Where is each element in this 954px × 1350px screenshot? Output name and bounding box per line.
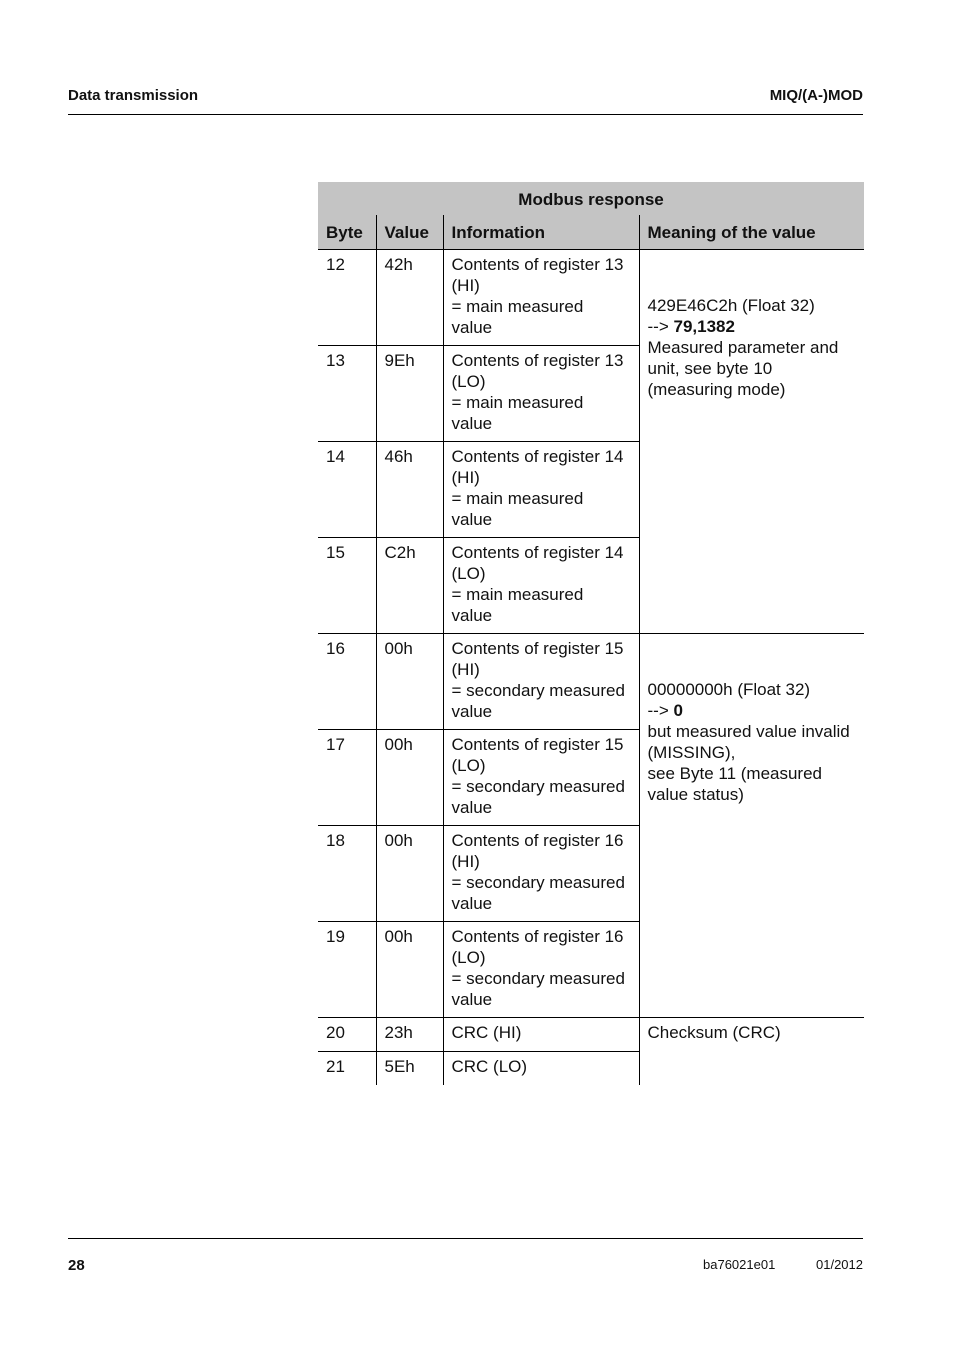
- product-name: MIQ/(A-)MOD: [769, 87, 863, 104]
- information-line: value: [451, 702, 493, 721]
- information-line: (LO): [451, 756, 486, 775]
- table-row: [318, 634, 864, 730]
- information-line: (HI): [451, 660, 480, 679]
- meaning-line: (measuring mode): [647, 380, 786, 399]
- meaning-result-line: [648, 700, 857, 721]
- byte-cell: 14: [318, 442, 376, 538]
- section-title: Data transmission: [68, 87, 199, 104]
- meaning-line: 429E46C2h (Float 32): [647, 296, 815, 315]
- value-cell: 00h: [376, 826, 443, 922]
- column-header-byte: Byte: [318, 215, 376, 250]
- arrow-text: -->: [647, 701, 674, 720]
- page-header: [68, 86, 863, 115]
- byte-cell: 15: [318, 538, 376, 634]
- meaning-cell-secondary-value: [639, 634, 864, 1018]
- information-line: = main measured: [451, 393, 584, 412]
- column-header-information: Information: [443, 215, 639, 250]
- information-line: (HI): [451, 468, 480, 487]
- information-line: = secondary measured: [451, 969, 625, 988]
- meaning-result-line: [648, 316, 857, 337]
- meaning-line: but measured value invalid: [647, 722, 850, 741]
- information-line: (LO): [451, 372, 486, 391]
- meaning-line: see Byte 11 (measured: [647, 764, 822, 783]
- information-line: Contents of register 14: [451, 447, 624, 466]
- information-line: value: [451, 990, 493, 1009]
- information-line: value: [451, 798, 493, 817]
- information-line: value: [451, 894, 493, 913]
- information-line: value: [451, 606, 493, 625]
- meaning-line: 00000000h (Float 32): [647, 680, 811, 699]
- value-cell: C2h: [376, 538, 443, 634]
- modbus-response-table-wrapper: [318, 182, 864, 1085]
- information-cell: [443, 538, 639, 634]
- information-line: Contents of register 16: [451, 927, 624, 946]
- page-footer: [68, 1238, 863, 1279]
- information-line: = secondary measured: [451, 681, 625, 700]
- column-header-value: Value: [376, 215, 443, 250]
- value-cell: 46h: [376, 442, 443, 538]
- information-line: Contents of register 13: [451, 351, 624, 370]
- information-cell: [443, 442, 639, 538]
- byte-cell: 20: [318, 1018, 376, 1052]
- meaning-line: (MISSING),: [647, 743, 736, 762]
- byte-cell: 19: [318, 922, 376, 1018]
- value-cell: 5Eh: [376, 1052, 443, 1086]
- result-value: 0: [673, 701, 683, 720]
- information-line: Contents of register 13: [451, 255, 624, 274]
- information-cell: CRC (LO): [443, 1052, 639, 1086]
- value-cell: 00h: [376, 730, 443, 826]
- information-cell: [443, 346, 639, 442]
- information-line: = main measured: [451, 489, 584, 508]
- information-cell: [443, 922, 639, 1018]
- information-cell: [443, 730, 639, 826]
- information-line: (LO): [451, 564, 486, 583]
- information-line: (HI): [451, 276, 480, 295]
- byte-cell: 17: [318, 730, 376, 826]
- information-line: = secondary measured: [451, 777, 625, 796]
- information-cell: [443, 634, 639, 730]
- byte-cell: 13: [318, 346, 376, 442]
- information-line: value: [451, 318, 493, 337]
- byte-cell: 21: [326, 1057, 345, 1076]
- byte-cell: 16: [318, 634, 376, 730]
- meaning-line: value status): [647, 785, 744, 804]
- information-line: = secondary measured: [451, 873, 625, 892]
- information-cell: [443, 250, 639, 346]
- information-line: value: [451, 510, 493, 529]
- information-line: = main measured: [451, 585, 584, 604]
- value-cell: 42h: [376, 250, 443, 346]
- meaning-cell-main-value: [639, 250, 864, 634]
- information-cell: [443, 826, 639, 922]
- byte-cell: 18: [318, 826, 376, 922]
- table-row: [318, 250, 864, 346]
- document-id: ba76021e01: [703, 1257, 776, 1272]
- result-value: 79,1382: [673, 317, 735, 336]
- information-line: value: [451, 414, 493, 433]
- information-line: Contents of register 15: [451, 639, 624, 658]
- information-line: Contents of register 14: [451, 543, 624, 562]
- page-number: 28: [68, 1257, 85, 1274]
- arrow-text: -->: [647, 317, 674, 336]
- information-line: Contents of register 16: [451, 831, 624, 850]
- information-line: (LO): [451, 948, 486, 967]
- table-title: Modbus response: [318, 182, 864, 215]
- meaning-cell-checksum: Checksum (CRC): [639, 1018, 864, 1086]
- value-cell: 23h: [376, 1018, 443, 1052]
- information-line: (HI): [451, 852, 480, 871]
- value-cell: 00h: [376, 922, 443, 1018]
- byte-cell: 12: [318, 250, 376, 346]
- information-cell: CRC (HI): [443, 1018, 639, 1052]
- information-line: = main measured: [451, 297, 584, 316]
- column-header-meaning: Meaning of the value: [639, 215, 864, 250]
- meaning-line: unit, see byte 10: [647, 359, 773, 378]
- meaning-line: Measured parameter and: [647, 338, 839, 357]
- value-cell: 9Eh: [376, 346, 443, 442]
- modbus-response-table: [318, 182, 864, 1085]
- table-row: [318, 1018, 864, 1052]
- value-cell: 00h: [376, 634, 443, 730]
- document-date: 01/2012: [816, 1257, 863, 1272]
- information-line: Contents of register 15: [451, 735, 624, 754]
